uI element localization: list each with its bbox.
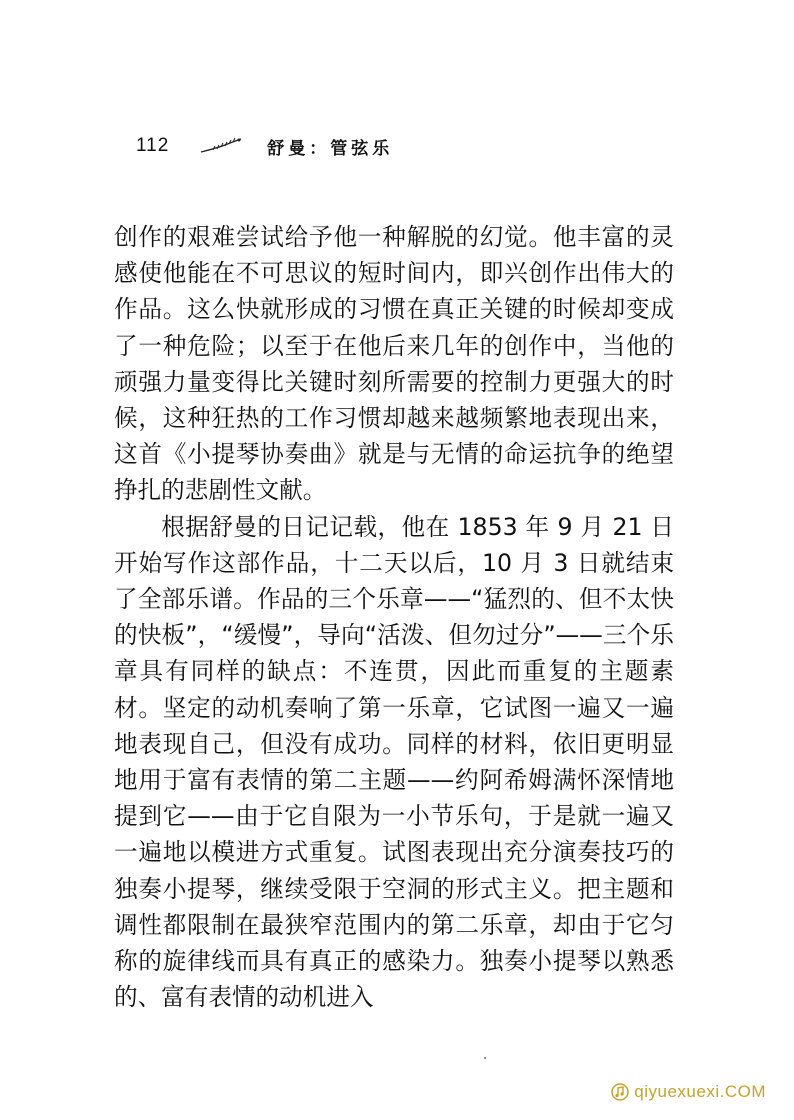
running-title: 舒曼：管弦乐 bbox=[267, 138, 394, 159]
watermark-text: qiyuexuexi.COM bbox=[634, 1082, 766, 1101]
music-note-icon bbox=[611, 1083, 629, 1101]
watermark bbox=[611, 1082, 766, 1102]
page-number: 112 bbox=[136, 135, 170, 156]
body-text bbox=[114, 219, 674, 1015]
ornament-icon bbox=[199, 137, 243, 155]
paragraph: 创作的艰难尝试给予他一种解脱的幻觉。他丰富的灵感使他能在不可思议的短时间内，即兴创作出伟大的作品。这么快就形成的习惯在真正关键的时候却变成了一种危险；以至于在他后来几年的创作中，当他的顽强力量变得比关键时刻所需要的控制力更强大的时候，这种狂热的工作习惯却越来越频繁地表现出来，这首《小提琴协奏曲》就是与无情的命运抗争的绝望挣扎的悲剧性文献。 bbox=[114, 223, 674, 505]
scan-dot bbox=[484, 1057, 486, 1059]
paragraph: 根据舒曼的日记记载，他在 1853 年 9 月 21 日开始写作这部作品，十二天以后，10 月 3 日就结束了全部乐谱。作品的三个乐章——“猛烈的、但不太快的快板”，“缓慢”，导向“活泼、但勿过分”——三个乐章具有同样的缺点：不连贯，因此而重复的主题素材。坚定的动机奏响了第一乐章，它试图一遍又一遍地表现自己，但没有成功。同样的材料，依旧更明显地用于富有表情的第二主题——约阿希姆满怀深情地提到它——由于它自限为一小节乐句，于是就一遍又一遍地以模进方式重复。试图表现出充分演奏技巧的独奏小提琴，继续受限于空洞的形式主义。把主题和调性都限制在最狭窄范围内的第二乐章，却由于它匀称的旋律线而具有真正的感染力。独奏小提琴以熟悉的、富有表情的动机进入 bbox=[114, 512, 674, 1012]
page-header bbox=[136, 128, 393, 164]
